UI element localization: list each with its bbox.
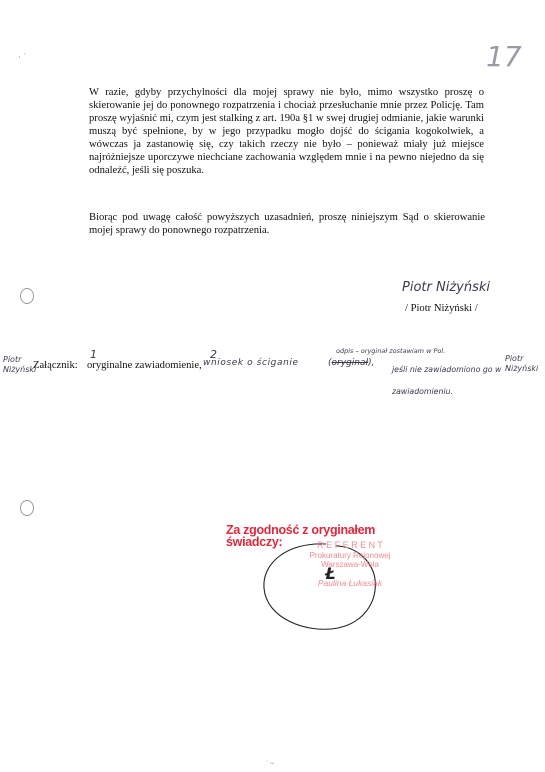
struck-word: oryginał — [331, 358, 369, 368]
printed-signature: / Piotr Niżyński / — [405, 303, 478, 314]
attachment-label: Załącznik: — [33, 360, 78, 371]
punch-hole-bottom — [20, 500, 34, 516]
left-margin-signature: Piotr Niżyński — [3, 355, 37, 374]
body-paragraph-1: W razie, gdyby przychylności dla mojej sprawy nie było, mimo wszystko proszę o skierowanie jej do ponownego rozpatrzenia i chociaż przesłuchanie mnie przez Policję. Tam proszę wyjaśnić mi, czym jest stalking z art. 190a §1 w swej drugiej odmianie, jakie warunki muszą być spełnione, by w jego przypadku mogło dojść do ścigania kogokolwiek, a wówczas ja zastanowię się, czy takich rzeczy nie było – ponieważ miały już miejsce najróżniejsze uporczywe niechciane zachowania względem mnie i na pewno niejedno da się odnaleźć, jeśli się poszuka. — [89, 87, 484, 176]
certification-title-line-2: świadczy: — [226, 535, 283, 549]
right-margin-signature: Piotr Niżyński — [505, 354, 539, 373]
attachment-1-number: 1 — [90, 348, 97, 361]
attachment-2-bracket-note: odpis – oryginał zostawiam w Pol. — [336, 347, 446, 355]
stamp-name: Paulina Łukasiak — [317, 578, 383, 588]
attachment-item-2-handwritten: wniosek o ściganie — [203, 358, 299, 368]
stamp-line-2: Prokuratury Rejonowej — [309, 551, 391, 560]
punch-hole-top — [20, 288, 34, 304]
footer-mark: ʾ ~ — [266, 760, 274, 768]
attachment-2-number: 2 — [210, 348, 217, 361]
body-paragraph-2: Biorąc pod uwagę całość powyższych uzasadnień, proszę niniejszym Sąd o skierowanie mojej sprawy do ponownego rozpatrzenia. — [89, 212, 485, 236]
stray-marks: · ʾ — [18, 52, 27, 62]
stamp-line-3: Warszawa-Wola — [321, 560, 379, 569]
certification-title-line-1: Za zgodność z oryginałem — [226, 523, 376, 537]
stamp-line-1: R E F E R E N T — [317, 540, 383, 550]
attachment-item-2-struck: (oryginał), — [328, 358, 375, 368]
attachment-item-1: oryginalne zawiadomienie, — [87, 360, 202, 371]
handwritten-initials: Ł — [325, 564, 336, 583]
handwritten-page-number: 17 — [486, 40, 522, 73]
attachment-item-2-continuation: jeśli nie zawiadomiono go w zawiadomieniu. — [392, 365, 502, 396]
handwritten-signature: Piotr Niżyński — [402, 280, 490, 295]
